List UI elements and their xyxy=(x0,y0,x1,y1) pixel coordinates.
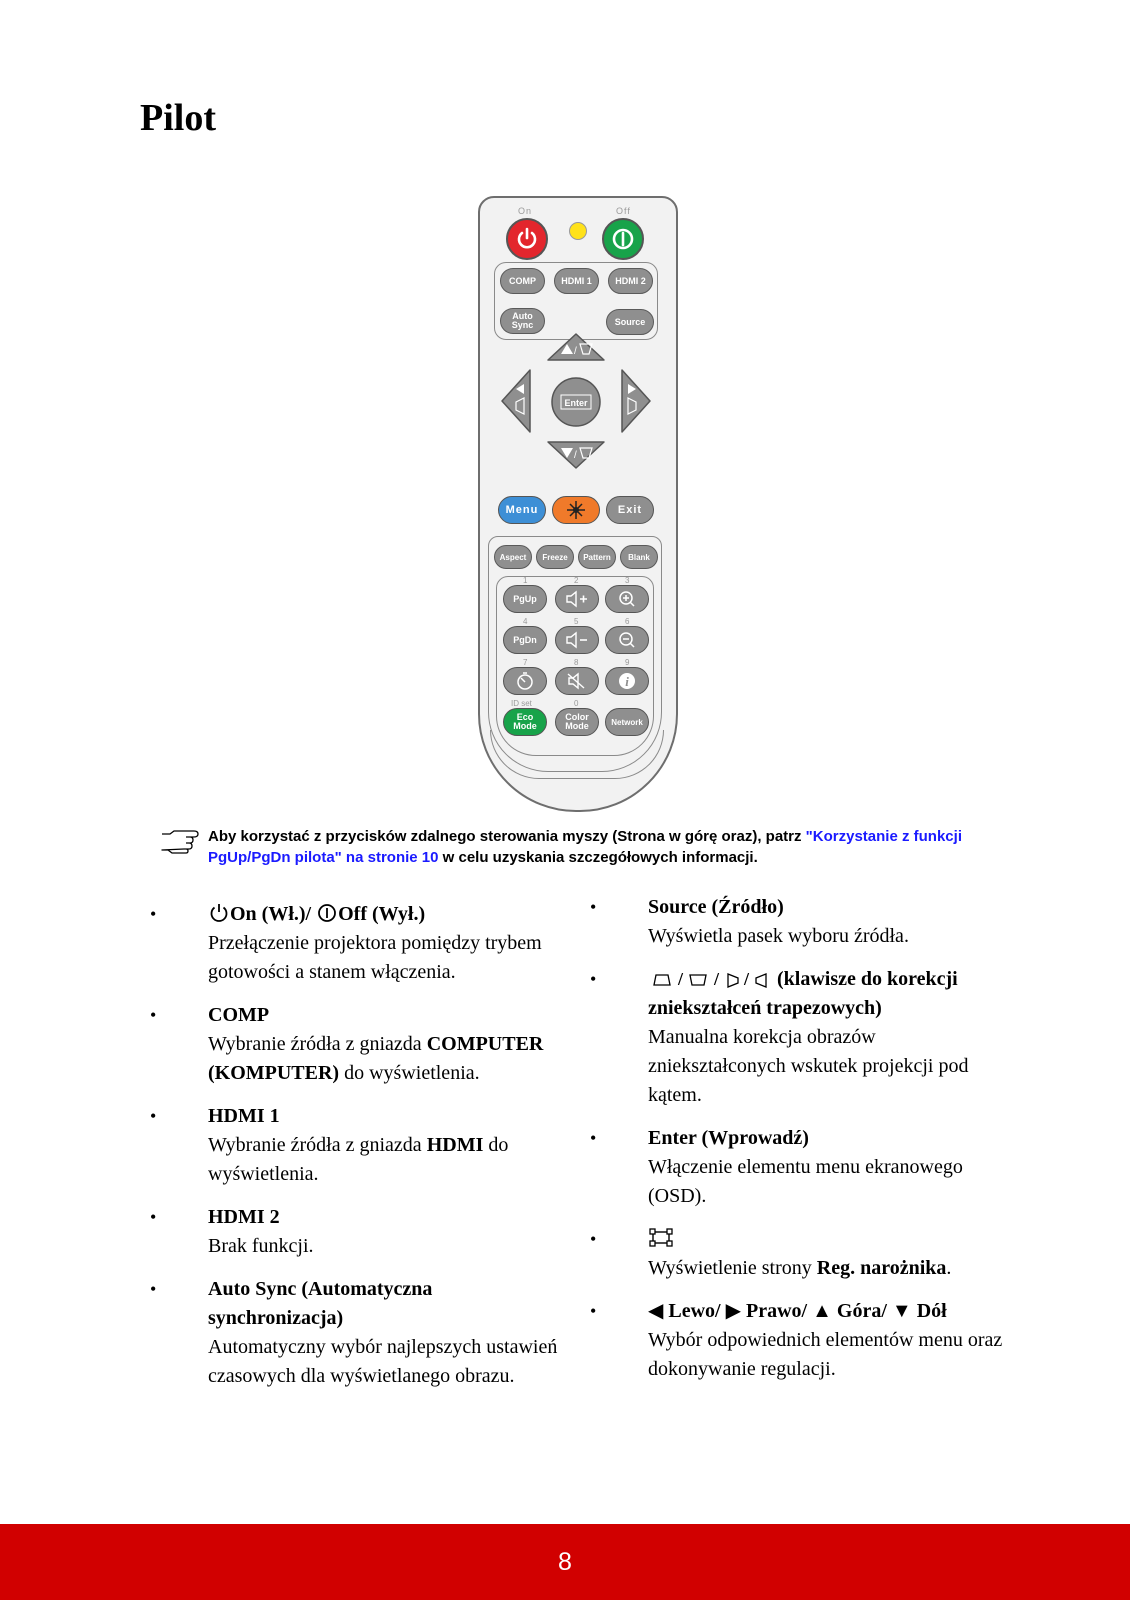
svg-text:/: / xyxy=(574,346,577,357)
key-number-9: 9 xyxy=(625,658,630,667)
item-title: HDMI 2 xyxy=(208,1206,280,1228)
desc-text: . xyxy=(946,1257,952,1279)
remote-power-on-button[interactable] xyxy=(506,218,548,260)
arrow-down-icon: ▼ xyxy=(891,1300,912,1322)
left-label: Lewo/ xyxy=(668,1300,721,1322)
item-source xyxy=(590,893,1010,951)
bullet: • xyxy=(150,904,157,924)
power-off-icon xyxy=(316,902,338,924)
desc-bold: COMPUTER (KOMPUTER) xyxy=(208,1033,544,1084)
keystone-keys-icon xyxy=(648,969,772,989)
zoom-in-icon xyxy=(614,589,640,609)
desc-text: do wyświetlenia. xyxy=(339,1062,480,1084)
desc-text: Wybranie źródła z gniazda xyxy=(208,1134,427,1156)
note-link[interactable]: "Korzystanie z funkcji PgUp/PgDn pilota" na stronie 10 xyxy=(208,828,962,866)
remote-navigation-pad[interactable] xyxy=(500,332,652,482)
remote-source-button[interactable]: Source xyxy=(606,309,654,335)
key-number-8: 8 xyxy=(574,658,579,667)
remote-menu-button[interactable]: Menu xyxy=(498,496,546,524)
remote-pgup-button[interactable]: PgUp xyxy=(503,585,547,613)
remote-eco-mode-button[interactable]: Eco Mode xyxy=(503,708,547,736)
desc-bold: HDMI xyxy=(426,1134,484,1156)
desc-text: Wybranie źródła z gniazda xyxy=(208,1033,427,1055)
remote-color-mode-button[interactable]: Color Mode xyxy=(555,708,599,736)
arrow-left-icon: ◀ xyxy=(648,1300,664,1322)
bullet: • xyxy=(590,969,597,989)
item-title: Enter (Wprowadź) xyxy=(648,1127,809,1149)
item-title: COMP xyxy=(208,1004,270,1026)
key-number-4: 4 xyxy=(523,617,528,626)
key-id-set-label: ID set xyxy=(511,699,532,708)
key-number-0: 0 xyxy=(574,699,579,708)
bullet: • xyxy=(590,1128,597,1148)
remote-power-off-button[interactable] xyxy=(602,218,644,260)
item-auto-sync xyxy=(150,1275,570,1391)
item-desc: Włączenie elementu menu ekranowego (OSD). xyxy=(648,1156,963,1207)
off-label: Off (Wył.) xyxy=(338,903,426,925)
left-column xyxy=(150,900,570,1405)
item-desc xyxy=(208,1030,570,1088)
item-desc: Automatyczny wybór najlepszych ustawień czasowych dla wyświetlanego obrazu. xyxy=(208,1336,558,1387)
item-hdmi2 xyxy=(150,1203,570,1261)
remote-off-label: Off xyxy=(616,206,631,216)
svg-text:/: / xyxy=(744,969,750,989)
svg-text:/: / xyxy=(574,450,577,461)
page-number: 8 xyxy=(558,1548,572,1576)
item-enter xyxy=(590,1124,1010,1211)
power-icon xyxy=(514,226,540,252)
remote-exit-button[interactable]: Exit xyxy=(606,496,654,524)
down-label: Dół xyxy=(916,1300,947,1322)
bullet: • xyxy=(150,1279,157,1299)
remote-on-label: On xyxy=(518,206,533,216)
remote-aspect-button[interactable]: Aspect xyxy=(494,545,532,569)
bullet: • xyxy=(590,1229,597,1249)
item-corner-adjust xyxy=(590,1225,1010,1283)
remote-volume-up-button[interactable] xyxy=(555,585,599,613)
remote-auto-sync-button[interactable]: Auto Sync xyxy=(500,308,545,334)
remote-mute-button[interactable] xyxy=(555,667,599,695)
item-desc: Manualna korekcja obrazów zniekształconych wskutek projekcji pod kątem. xyxy=(648,1026,969,1106)
note-text xyxy=(208,826,1010,868)
item-title: Auto Sync (Automatyczna synchronizacja) xyxy=(208,1278,433,1329)
timer-icon xyxy=(512,671,538,691)
item-keystone xyxy=(590,965,1010,1110)
right-label: Prawo/ xyxy=(746,1300,808,1322)
item-desc: Brak funkcji. xyxy=(208,1235,314,1257)
item-title xyxy=(208,900,570,929)
laser-icon xyxy=(566,500,586,520)
svg-text:/: / xyxy=(678,969,684,989)
keystone-title: (klawisze do korekcji zniekształceń trapezowych) xyxy=(648,968,958,1019)
key-number-2: 2 xyxy=(574,576,579,585)
item-title xyxy=(648,1297,1010,1326)
remote-blank-button[interactable]: Blank xyxy=(620,545,658,569)
remote-freeze-button[interactable]: Freeze xyxy=(536,545,574,569)
remote-network-button[interactable]: Network xyxy=(605,708,649,736)
item-desc xyxy=(648,1254,1010,1283)
remote-volume-down-button[interactable] xyxy=(555,626,599,654)
item-hdmi1 xyxy=(150,1102,570,1189)
remote-comp-button[interactable]: COMP xyxy=(500,268,545,294)
item-on-off xyxy=(150,900,570,987)
nav-left-button xyxy=(502,370,530,432)
item-title: HDMI 1 xyxy=(208,1105,280,1127)
svg-text:i: i xyxy=(625,674,629,689)
item-desc: Wyświetla pasek wyboru źródła. xyxy=(648,925,909,947)
key-number-6: 6 xyxy=(625,617,630,626)
desc-text: Wyświetlenie strony xyxy=(648,1257,817,1279)
item-title xyxy=(648,1225,1010,1254)
key-number-5: 5 xyxy=(574,617,579,626)
item-desc: Wybór odpowiednich elementów menu oraz dokonywanie regulacji. xyxy=(648,1329,1003,1380)
remote-pattern-button[interactable]: Pattern xyxy=(578,545,616,569)
corner-adjust-icon xyxy=(648,1227,674,1249)
note-text-after: w celu uzyskania szczegółowych informacji. xyxy=(438,849,758,866)
item-title: Source (Źródło) xyxy=(648,896,784,918)
desc-text: do wyświetlenia. xyxy=(208,1134,509,1185)
item-desc xyxy=(208,1131,570,1189)
remote-zoom-in-button[interactable] xyxy=(605,585,649,613)
key-number-3: 3 xyxy=(625,576,630,585)
pointing-hand-icon xyxy=(160,828,204,854)
remote-zoom-out-button[interactable] xyxy=(605,626,649,654)
note-block xyxy=(160,826,1010,868)
remote-info-button[interactable] xyxy=(605,667,649,695)
note-text-before: Aby korzystać z przycisków zdalnego sterowania myszy (Strona w górę oraz), patrz xyxy=(208,828,806,845)
nav-right-button xyxy=(622,370,650,432)
item-comp xyxy=(150,1001,570,1088)
remote-pgdn-button[interactable]: PgDn xyxy=(503,626,547,654)
bullet: • xyxy=(150,1207,157,1227)
power-icon xyxy=(208,902,230,924)
key-number-1: 1 xyxy=(523,576,528,585)
remote-timer-button[interactable] xyxy=(503,667,547,695)
remote-hdmi1-button[interactable]: HDMI 1 xyxy=(554,268,599,294)
bullet: • xyxy=(590,897,597,917)
right-column xyxy=(590,893,1010,1398)
bullet: • xyxy=(150,1106,157,1126)
zoom-out-icon xyxy=(614,630,640,650)
arrow-up-icon: ▲ xyxy=(812,1300,832,1322)
remote-hdmi2-button[interactable]: HDMI 2 xyxy=(608,268,653,294)
key-number-7: 7 xyxy=(523,658,528,667)
desc-bold: Reg. narożnika xyxy=(816,1257,947,1279)
bullet: • xyxy=(590,1301,597,1321)
remote-laser-button[interactable] xyxy=(552,496,600,524)
item-title xyxy=(648,965,1010,1023)
info-icon xyxy=(614,671,640,691)
svg-text:Enter: Enter xyxy=(564,398,588,408)
page-title: Pilot xyxy=(140,97,216,139)
remote-status-led xyxy=(569,222,587,240)
power-off-icon xyxy=(610,226,636,252)
svg-text:/: / xyxy=(714,969,720,989)
item-arrows xyxy=(590,1297,1010,1384)
up-label: Góra/ xyxy=(836,1300,887,1322)
arrow-right-icon: ▶ xyxy=(725,1300,741,1322)
volume-up-icon xyxy=(564,589,590,609)
mute-icon xyxy=(564,671,590,691)
bullet: • xyxy=(150,1005,157,1025)
item-desc: Przełączenie projektora pomiędzy trybem gotowości a stanem włączenia. xyxy=(208,932,542,983)
on-label: On (Wł.)/ xyxy=(230,903,312,925)
footer-bar xyxy=(0,1524,1130,1600)
volume-down-icon xyxy=(564,630,590,650)
